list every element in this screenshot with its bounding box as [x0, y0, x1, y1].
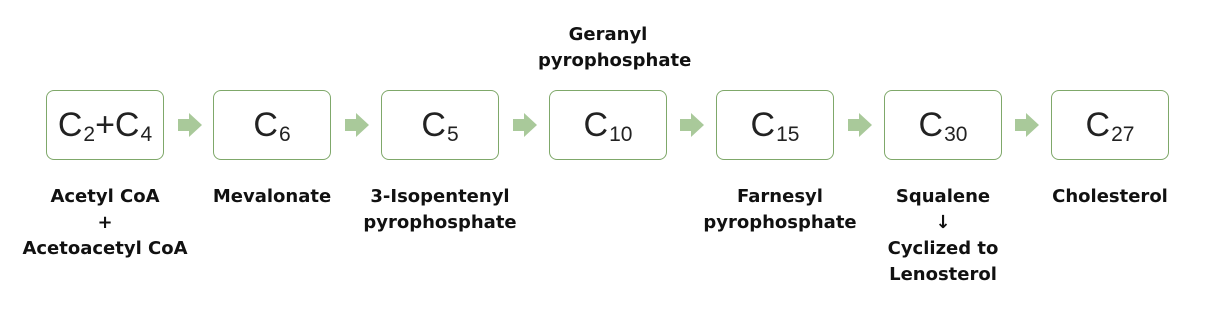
step-box-isopentenyl [381, 90, 499, 160]
arrow-right-icon [513, 113, 537, 137]
label-line: pyrophosphate [363, 212, 517, 233]
label-mevalonate [202, 184, 342, 210]
label-line: Cyclized to [887, 238, 999, 259]
label-line: Cholesterol [1052, 186, 1168, 207]
formula-sub: 27 [1111, 122, 1135, 146]
label-line: pyrophosphate [703, 212, 857, 233]
arrow-right-icon [1015, 113, 1039, 137]
label-line: Farnesyl [737, 186, 823, 207]
label-squalene [873, 184, 1013, 288]
formula-c: C [421, 106, 446, 144]
formula-sub-2: 2 [83, 122, 96, 146]
label-line: + [97, 212, 113, 233]
step-box-acetyl [46, 90, 164, 160]
formula-c-2: C [57, 106, 83, 144]
label-line: Acetoacetyl CoA [22, 238, 188, 259]
formula-c: C [750, 106, 776, 144]
label-cholesterol [1040, 184, 1180, 210]
formula-c: C [1085, 106, 1111, 144]
formula-sub: 15 [776, 122, 800, 146]
down-arrow-icon: ↓ [935, 212, 951, 233]
label-line: Geranyl [568, 24, 648, 45]
step-box-squalene [884, 90, 1002, 160]
label-line: 3-Isopentenyl [370, 186, 510, 207]
label-geranyl-pyrophosphate [538, 22, 692, 74]
step-box-mevalonate [213, 90, 331, 160]
formula-sub: 30 [944, 122, 968, 146]
formula-c: C [583, 106, 609, 144]
formula-sub: 5 [446, 122, 459, 146]
formula-sub: 10 [609, 122, 633, 146]
formula-sub: 6 [278, 122, 291, 146]
label-isopentenyl-pyrophosphate [360, 184, 520, 236]
formula-c: C [253, 106, 278, 144]
step-box-farnesyl [716, 90, 834, 160]
arrow-right-icon [178, 113, 202, 137]
label-line: pyrophosphate [538, 50, 692, 71]
label-line: Mevalonate [212, 186, 332, 207]
label-line: Acetyl CoA [50, 186, 160, 207]
arrow-right-icon [680, 113, 704, 137]
label-acetyl-coa [5, 184, 205, 262]
arrow-right-icon [848, 113, 872, 137]
formula-plus-c-4: +C [95, 106, 140, 144]
label-line: Squalene [895, 186, 991, 207]
arrow-right-icon [345, 113, 369, 137]
step-box-geranyl [549, 90, 667, 160]
label-line: Lenosterol [889, 264, 997, 285]
label-farnesyl-pyrophosphate [700, 184, 860, 236]
step-box-cholesterol [1051, 90, 1169, 160]
formula-c: C [918, 106, 944, 144]
formula-sub-4: 4 [140, 122, 153, 146]
